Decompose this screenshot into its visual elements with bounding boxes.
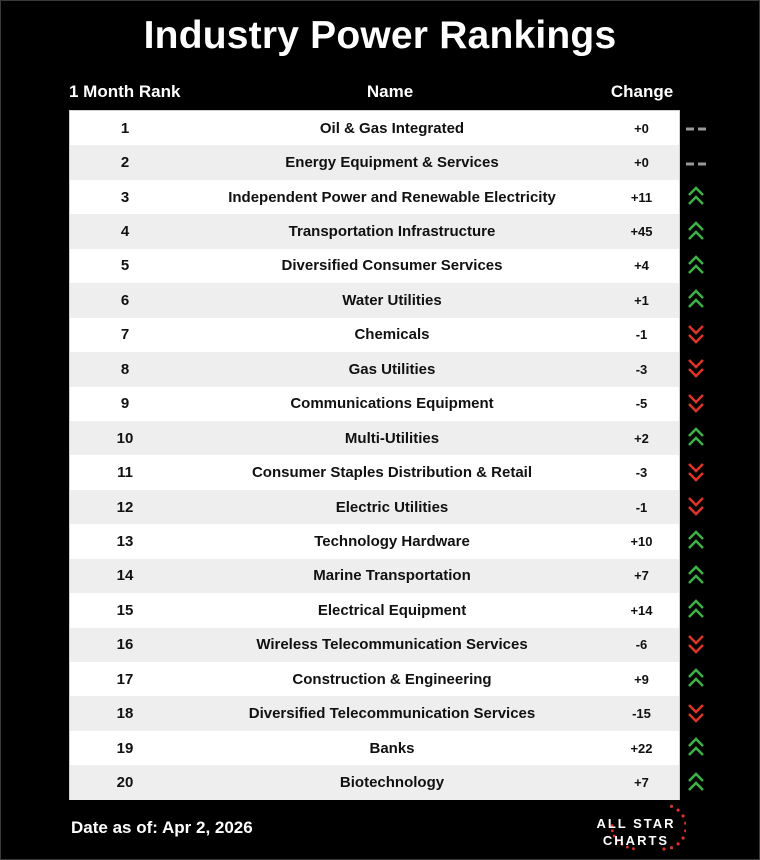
- change-cell: +0: [634, 155, 649, 171]
- name-cell: Oil & Gas Integrated: [319, 119, 465, 137]
- table-row: [70, 145, 679, 179]
- double-dash-icon: [683, 144, 709, 178]
- double-chevron-up-icon: [683, 730, 709, 764]
- rank-cell: 20: [116, 774, 134, 792]
- double-chevron-up-icon: [683, 661, 709, 695]
- name-cell: Biotechnology: [339, 774, 445, 792]
- table-row: [70, 249, 679, 283]
- table-row: [70, 662, 679, 696]
- table-row: [70, 455, 679, 489]
- double-chevron-up-icon: [683, 179, 709, 213]
- double-chevron-up-icon: [683, 213, 709, 247]
- double-chevron-up-icon: [683, 282, 709, 316]
- rank-cell: 14: [116, 567, 134, 585]
- change-cell: -5: [635, 396, 648, 412]
- table-row: [70, 559, 679, 593]
- column-header-name: Name: [366, 82, 414, 101]
- column-header-rank: 1 Month Rank: [69, 82, 181, 101]
- change-cell: +0: [634, 120, 649, 136]
- name-cell: Technology Hardware: [314, 532, 470, 550]
- double-chevron-up-icon: [683, 523, 709, 557]
- rank-cell: 9: [120, 395, 130, 413]
- rank-cell: 19: [116, 739, 134, 757]
- name-cell: Diversified Consumer Services: [281, 257, 503, 275]
- rank-cell: 2: [120, 154, 130, 172]
- table-row: [70, 524, 679, 558]
- table-row: [70, 731, 679, 765]
- table-row: [70, 421, 679, 455]
- name-cell: Independent Power and Renewable Electricity: [228, 188, 556, 206]
- change-cell: +7: [634, 775, 649, 791]
- double-chevron-up-icon: [683, 592, 709, 626]
- table-row: [70, 593, 679, 627]
- change-cell: -1: [635, 327, 648, 343]
- change-cell: +4: [634, 258, 649, 274]
- double-chevron-up-icon: [683, 764, 709, 798]
- rank-cell: 6: [120, 291, 130, 309]
- change-cell: -1: [635, 499, 648, 515]
- rank-cell: 18: [116, 705, 134, 723]
- name-cell: Communications Equipment: [290, 395, 494, 413]
- name-cell: Chemicals: [354, 326, 430, 344]
- trend-icon-column: [683, 110, 709, 799]
- change-cell: +11: [630, 189, 653, 205]
- name-cell: Transportation Infrastructure: [288, 223, 496, 241]
- change-cell: +14: [630, 602, 653, 618]
- name-cell: Diversified Telecommunication Services: [248, 705, 536, 723]
- name-cell: Wireless Telecommunication Services: [256, 636, 528, 654]
- double-chevron-down-icon: [683, 627, 709, 661]
- name-cell: Energy Equipment & Services: [285, 154, 499, 172]
- name-cell: Consumer Staples Distribution & Retail: [251, 464, 533, 482]
- change-cell: +22: [630, 740, 653, 756]
- rank-cell: 12: [116, 498, 134, 516]
- rank-cell: 10: [116, 429, 134, 447]
- double-dash-icon: [683, 110, 709, 144]
- name-cell: Multi-Utilities: [344, 429, 440, 447]
- double-chevron-up-icon: [683, 558, 709, 592]
- change-cell: -3: [635, 465, 648, 481]
- table-row: [70, 765, 679, 799]
- change-cell: -6: [635, 637, 648, 653]
- change-cell: +45: [630, 224, 653, 240]
- table-row: [70, 696, 679, 730]
- table-row: [70, 387, 679, 421]
- change-cell: +7: [634, 568, 649, 584]
- name-cell: Construction & Engineering: [292, 670, 492, 688]
- all-star-charts-logo: [586, 803, 686, 855]
- table-row: [70, 318, 679, 352]
- rank-cell: 4: [120, 223, 130, 241]
- double-chevron-down-icon: [683, 351, 709, 385]
- double-chevron-down-icon: [683, 695, 709, 729]
- change-cell: +1: [634, 292, 649, 308]
- rank-cell: 17: [116, 670, 134, 688]
- name-cell: Marine Transportation: [313, 567, 471, 585]
- name-cell: Banks: [369, 739, 415, 757]
- table-row: [70, 352, 679, 386]
- change-cell: +2: [634, 430, 649, 446]
- table-row: [70, 628, 679, 662]
- table-row: [70, 214, 679, 248]
- column-header-change: Change: [610, 82, 674, 101]
- name-cell: Electrical Equipment: [317, 601, 467, 619]
- table-row: [70, 111, 679, 145]
- rank-cell: 16: [116, 636, 134, 654]
- double-chevron-down-icon: [683, 317, 709, 351]
- table-row: [70, 490, 679, 524]
- change-cell: -3: [635, 361, 648, 377]
- logo-line-1: ALL STAR: [596, 816, 676, 831]
- rank-cell: 5: [120, 257, 130, 275]
- rank-cell: 11: [117, 464, 133, 482]
- change-cell: -15: [632, 706, 651, 722]
- rank-cell: 7: [120, 326, 130, 344]
- name-cell: Water Utilities: [342, 291, 442, 309]
- table-row: [70, 283, 679, 317]
- logo-line-2: CHARTS: [602, 833, 670, 848]
- change-cell: +9: [634, 671, 649, 687]
- double-chevron-down-icon: [683, 489, 709, 523]
- rank-cell: 13: [116, 532, 134, 550]
- name-cell: Electric Utilities: [335, 498, 449, 516]
- rankings-table: [69, 110, 680, 800]
- change-cell: +10: [630, 533, 653, 549]
- rank-cell: 8: [120, 360, 130, 378]
- rank-cell: 3: [120, 188, 130, 206]
- date-as-of: Date as of: Apr 2, 2026: [71, 818, 253, 837]
- name-cell: Gas Utilities: [348, 360, 436, 378]
- page-title: Industry Power Rankings: [143, 14, 617, 57]
- double-chevron-down-icon: [683, 454, 709, 488]
- rank-cell: 1: [120, 119, 130, 137]
- double-chevron-down-icon: [683, 386, 709, 420]
- double-chevron-up-icon: [683, 420, 709, 454]
- table-row: [70, 180, 679, 214]
- double-chevron-up-icon: [683, 248, 709, 282]
- rank-cell: 15: [116, 601, 134, 619]
